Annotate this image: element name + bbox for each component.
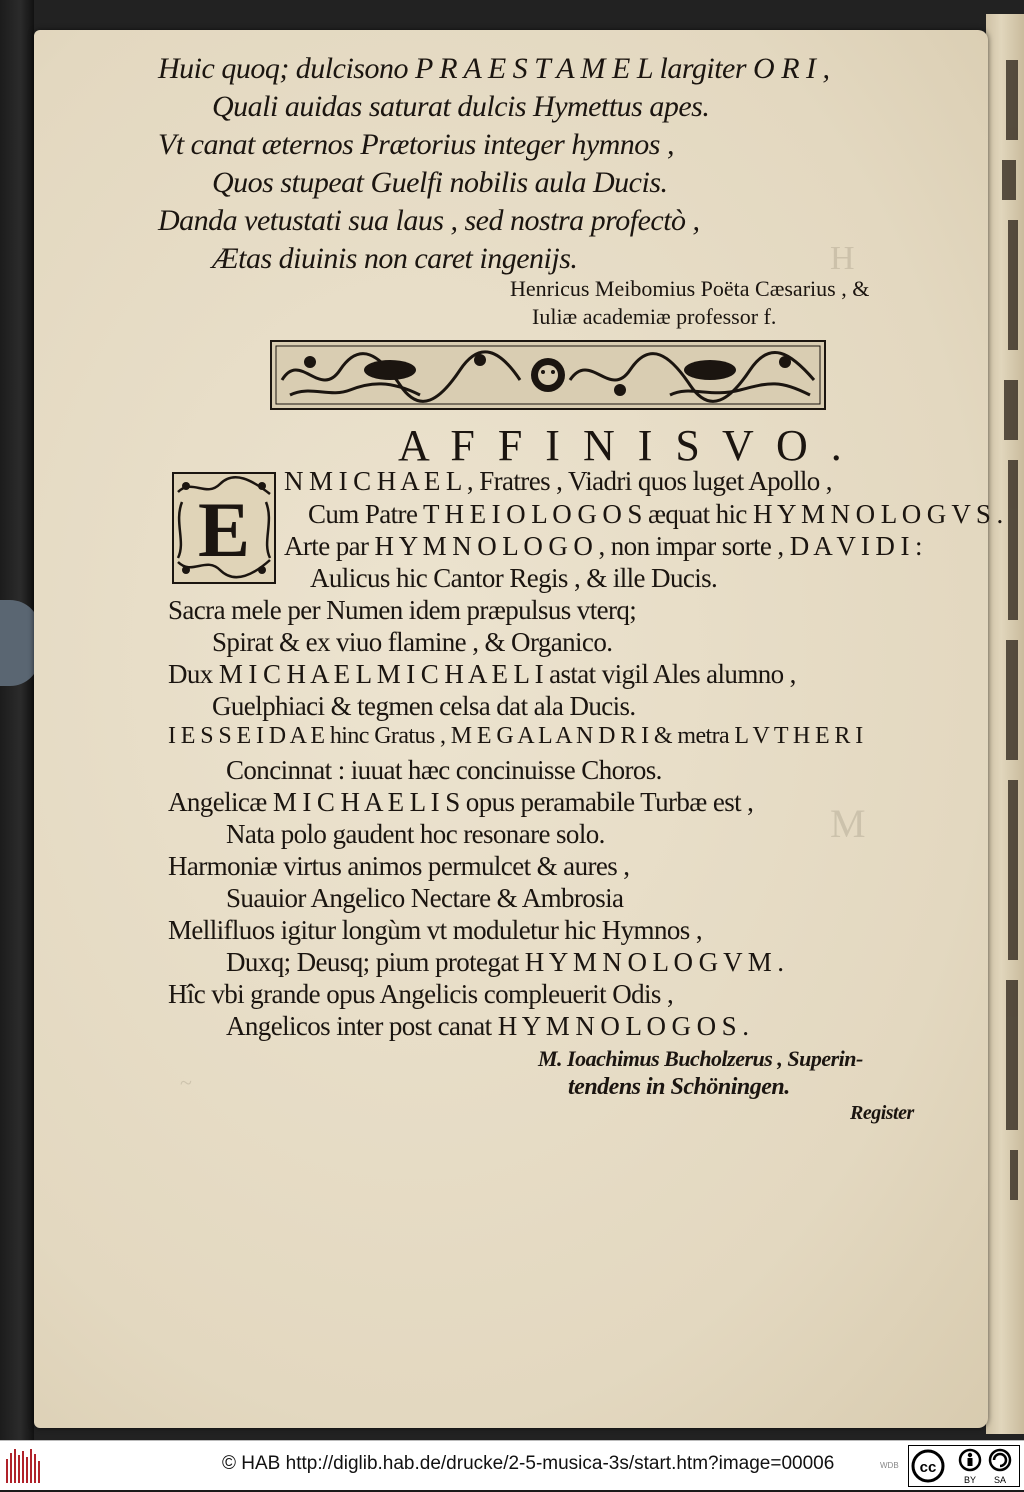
poem2-line-2: Cum Patre T H E I O L O G O S æquat hic H Y M N O L O G V S . xyxy=(308,499,1003,529)
ornamental-headpiece xyxy=(270,340,826,410)
show-through-text: ~ xyxy=(180,1070,192,1095)
wdb-label: WDB xyxy=(880,1461,899,1470)
poem1-line-1: Huic quoq; dulcisono P R A E S T A M E L largiter O R I , xyxy=(158,52,830,85)
show-through-text: H xyxy=(830,240,855,277)
poem2-line-6: Spirat & ex viuo flamine , & Organico. xyxy=(212,627,613,657)
decorated-initial xyxy=(172,472,276,584)
svg-text:SA: SA xyxy=(993,1475,1007,1485)
poem2-line-18: Angelicos inter post canat H Y M N O L O G O S . xyxy=(226,1011,749,1041)
show-through-text: M xyxy=(830,801,866,846)
poem2-line-15: Mellifluos igitur longùm vt moduletur hic Hymnos , xyxy=(168,915,702,945)
poem2-line-13: Harmoniæ virtus animos permulcet & aures , xyxy=(168,851,630,881)
footer-attribution[interactable]: © HAB http://diglib.hab.de/drucke/2-5-musica-3s/start.htm?image=00006 xyxy=(222,1453,835,1474)
poem2-line-10: Concinnat : iuuat hæc concinuisse Choros. xyxy=(226,755,662,785)
poem2-line-4: Aulicus hic Cantor Regis , & ille Ducis. xyxy=(310,563,718,593)
poem1-line-4: Quos stupeat Guelfi nobilis aula Ducis. xyxy=(212,166,668,199)
svg-text:cc: cc xyxy=(919,1459,937,1476)
poem1-line-6: Ætas diuinis non caret ingenijs. xyxy=(212,242,578,275)
book-binding xyxy=(0,0,34,1440)
poem2-line-9: I E S S E I D A E hinc Gratus , M E G A L A N D R I & metra L V T H E R I xyxy=(168,723,863,749)
poem2-line-7: Dux M I C H A E L M I C H A E L I astat vigil Ales alumno , xyxy=(168,659,796,689)
poem2-line-8: Guelphiaci & tegmen celsa dat ala Ducis. xyxy=(212,691,636,721)
poem2-signature-line-2: tendens in Schöningen. xyxy=(568,1074,790,1100)
hab-logo-icon xyxy=(6,1449,40,1483)
initial-letter: E xyxy=(197,486,251,573)
poem2-line-17: Hîc vbi grande opus Angelicis compleuerit Odis , xyxy=(168,979,674,1009)
poem2-line-1: N M I C H A E L , Fratres , Viadri quos luget Apollo , xyxy=(284,466,832,496)
poem1-signature-line-1: Henricus Meibomius Poëta Cæsarius , & xyxy=(510,276,870,301)
poem2-line-12: Nata polo gaudent hoc resonare solo. xyxy=(226,819,605,849)
poem2-line-16: Duxq; Deusq; pium protegat H Y M N O L O G V M . xyxy=(226,947,784,977)
poem1-line-3: Vt canat æternos Prætorius integer hymnos , xyxy=(158,128,674,161)
facing-page-text-edge xyxy=(992,20,1022,1420)
poem1-line-5: Danda vetustati sua laus , sed nostra profectò , xyxy=(158,204,700,237)
svg-text:BY: BY xyxy=(963,1475,977,1485)
poem2-line-14: Suauior Angelico Nectare & Ambrosia xyxy=(226,883,624,913)
poem2-line-3: Arte par H Y M N O L O G O , non impar sorte , D A V I D I : xyxy=(284,531,922,561)
poem2-line-5: Sacra mele per Numen idem præpulsus vterq; xyxy=(168,595,637,625)
cc-license-badge[interactable] xyxy=(908,1445,1020,1487)
poem2-line-11: Angelicæ M I C H A E L I S opus peramabile Turbæ est , xyxy=(168,787,754,817)
poem2-heading: A F F I N I S V O . xyxy=(398,421,848,470)
poem1-line-2: Quali auidas saturat dulcis Hymettus apes. xyxy=(212,90,710,123)
poem2-signature-line-1: M. Ioachimus Bucholzerus , Superin- xyxy=(538,1046,863,1071)
catchword: Register xyxy=(850,1102,914,1124)
poem1-signature-line-2: Iuliæ academiæ professor f. xyxy=(532,304,777,329)
footer-bar xyxy=(0,1440,1024,1490)
cc-icon xyxy=(913,1451,943,1481)
